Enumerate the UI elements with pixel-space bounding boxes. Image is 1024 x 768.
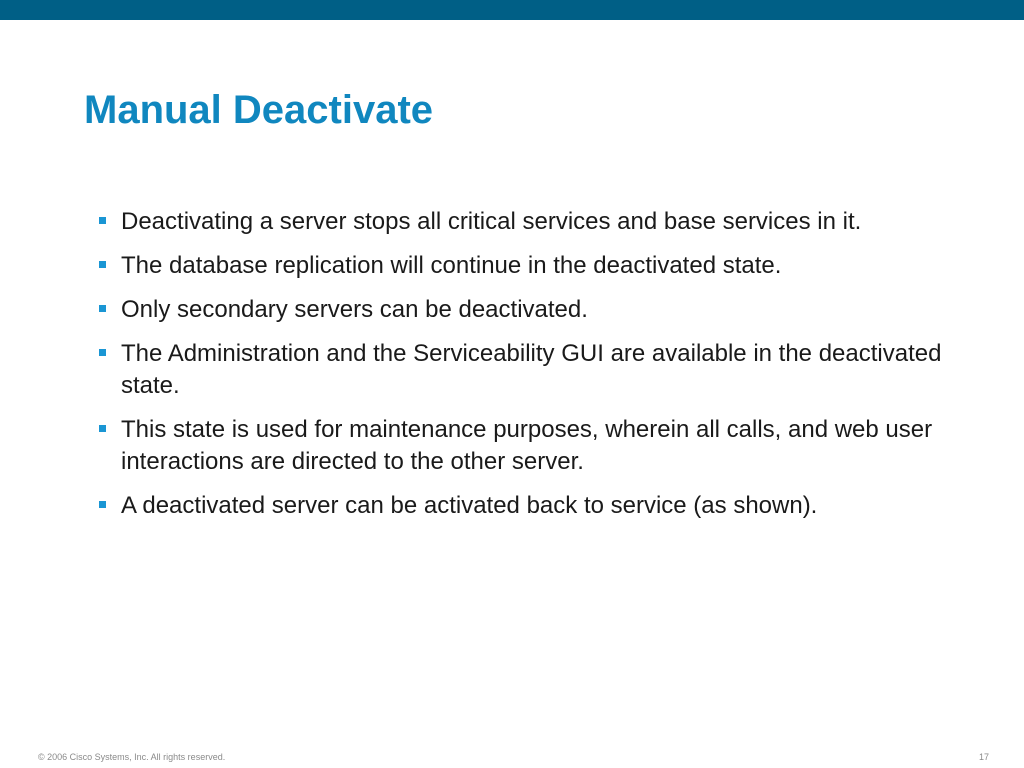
bullet-item [96,294,976,326]
square-bullet-icon [99,217,106,224]
square-bullet-icon [99,305,106,312]
bullet-text: Deactivating a server stops all critical services and base services in it. [121,208,862,235]
bullet-text: A deactivated server can be activated back to service (as shown). [121,492,818,519]
bullet-item [96,414,976,478]
bullet-text: This state is used for maintenance purposes, wherein all calls, and web user interactions are directed to the other server. [121,416,933,475]
bullet-text: The database replication will continue in the deactivated state. [121,252,782,279]
slide-title: Manual Deactivate [84,88,434,132]
square-bullet-icon [99,349,106,356]
bullet-list [96,206,976,534]
top-banner-bar [0,0,1024,20]
square-bullet-icon [99,501,106,508]
bullet-item [96,250,976,282]
bullet-item [96,206,976,238]
footer-copyright: © 2006 Cisco Systems, Inc. All rights reserved. [38,752,226,762]
bullet-text: The Administration and the Serviceability GUI are available in the deactivated state. [121,340,942,399]
square-bullet-icon [99,425,106,432]
bullet-text: Only secondary servers can be deactivated. [121,296,588,323]
bullet-item [96,490,976,522]
bullet-item [96,338,976,402]
footer-page-number: 17 [978,752,989,762]
square-bullet-icon [99,261,106,268]
